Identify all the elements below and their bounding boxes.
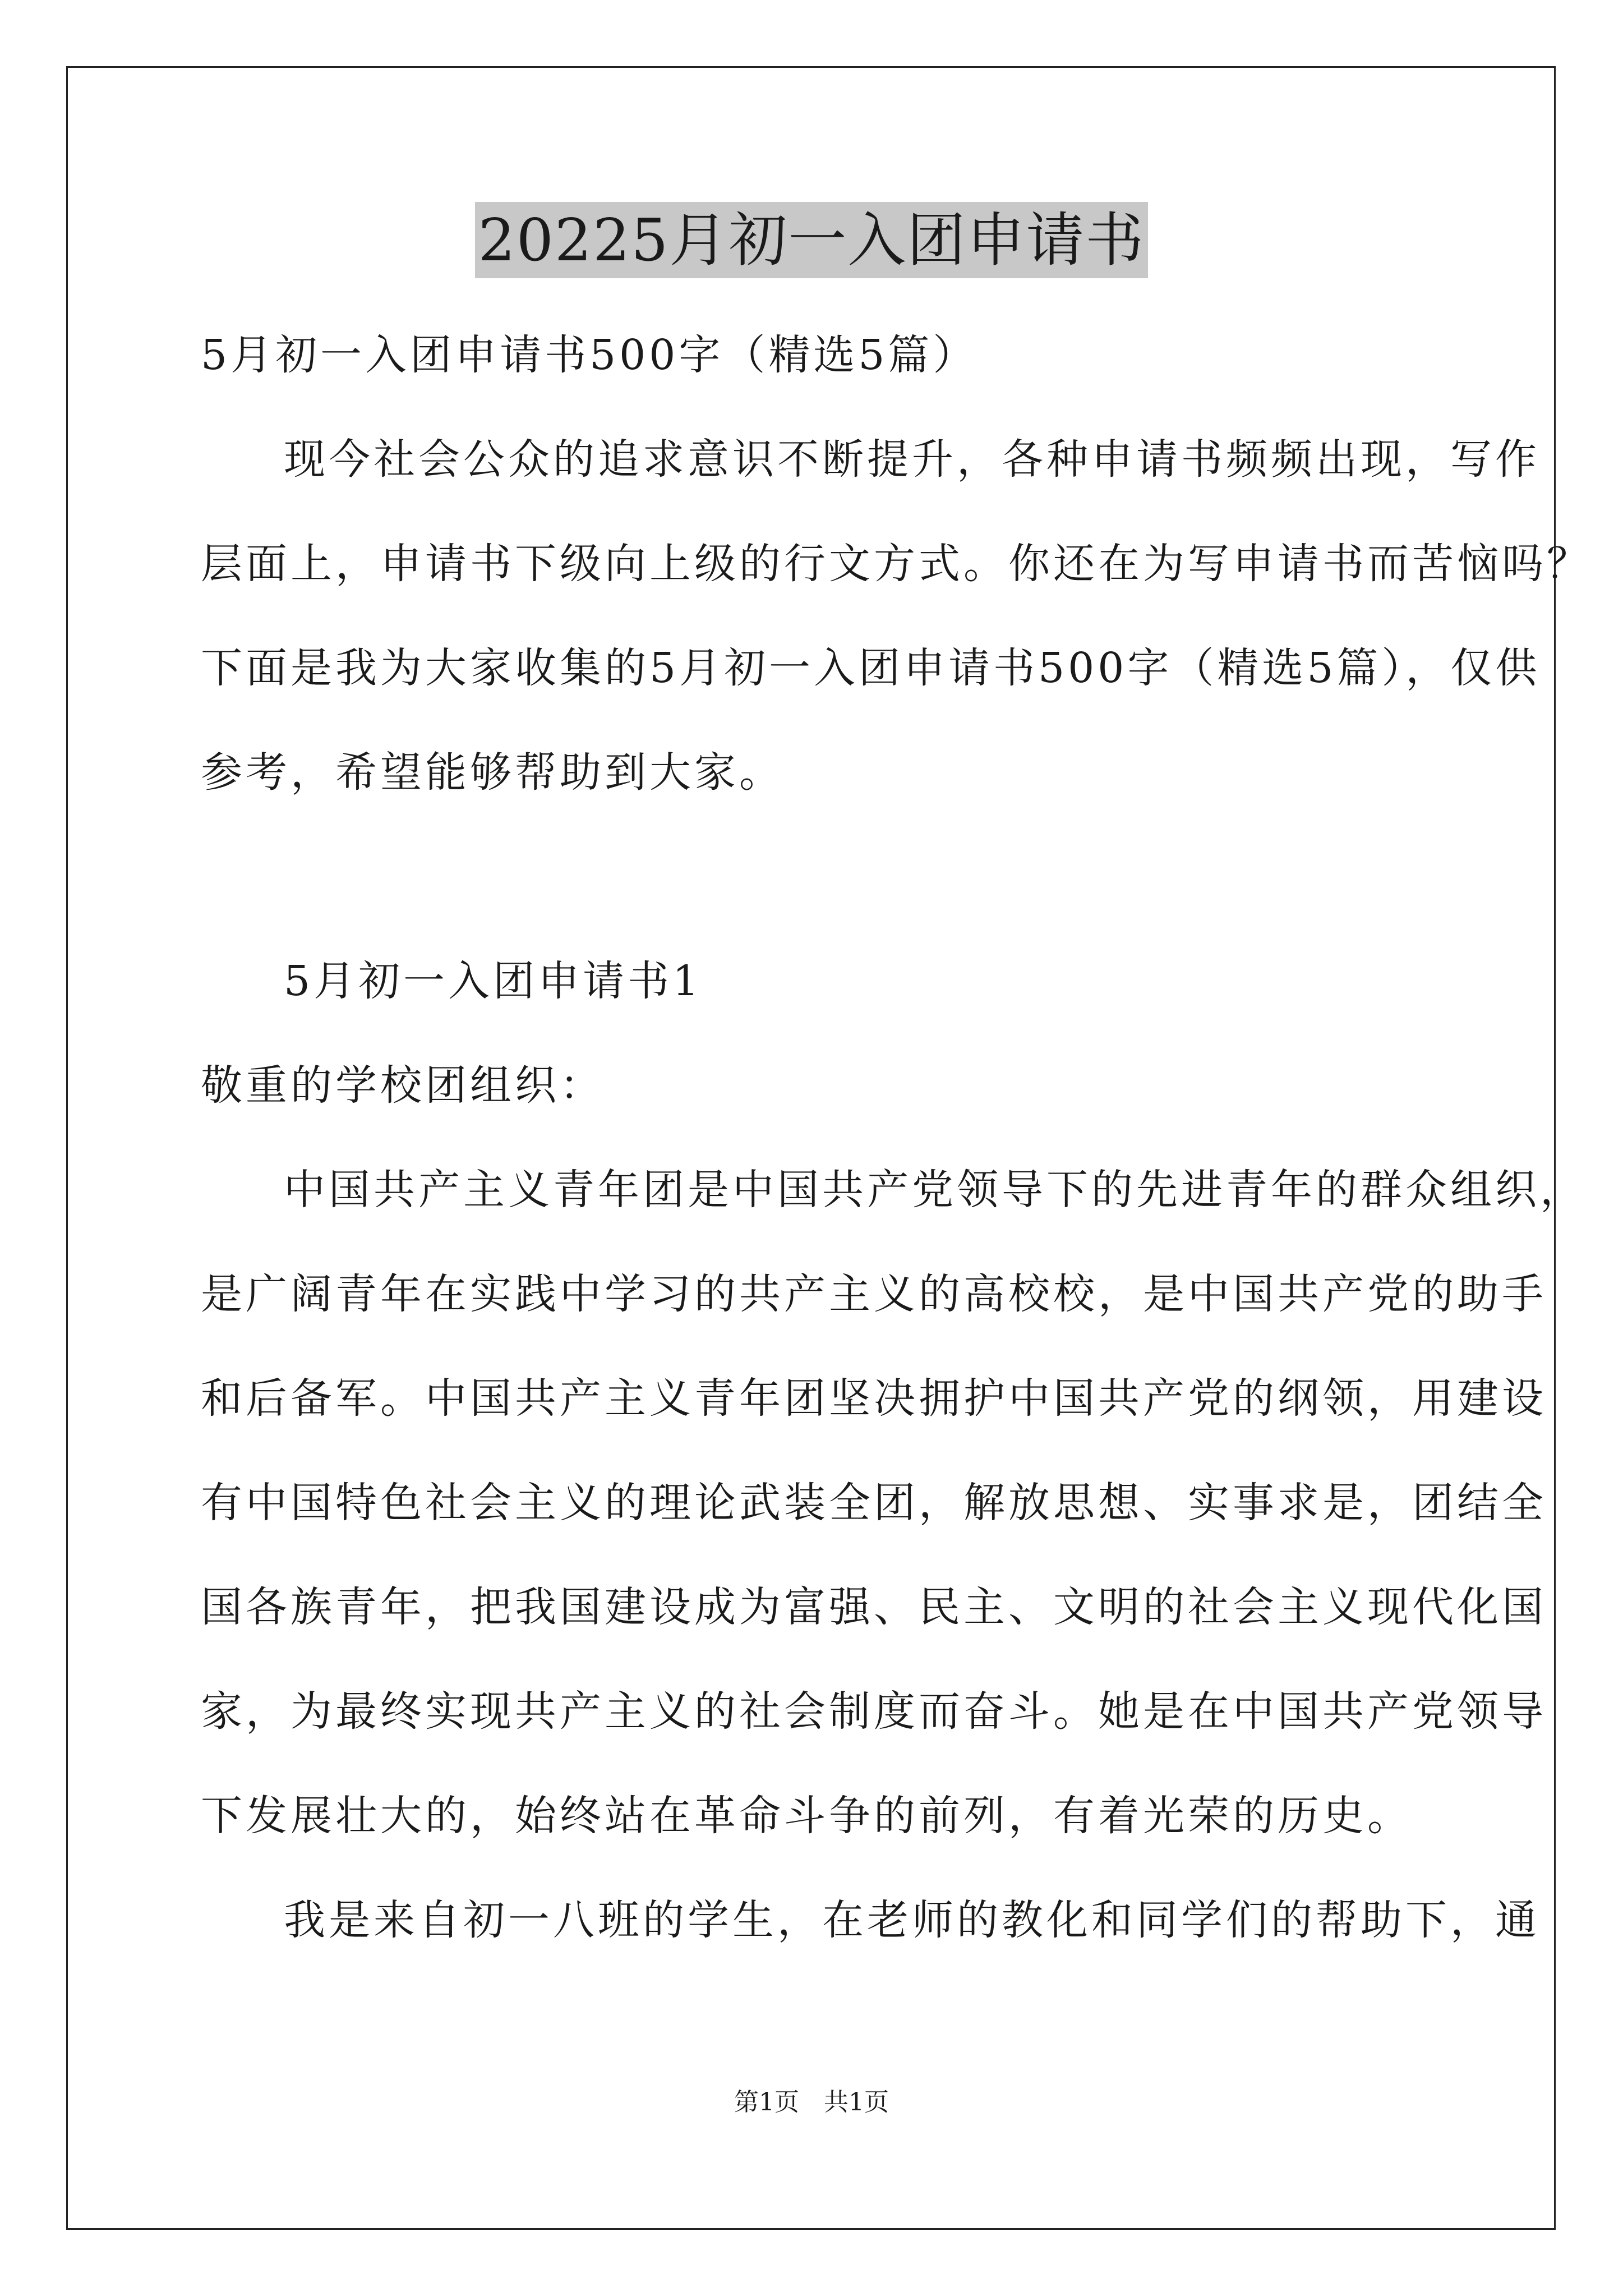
document-body bbox=[201, 303, 1592, 1972]
body-line-2: 是广阔青年在实践中学习的共产主义的高校校，是中国共产党的助手 bbox=[201, 1270, 1547, 1318]
intro-line-4: 参考，希望能够帮助到大家。 bbox=[201, 748, 784, 797]
document-subtitle: 5月初一入团申请书500字（精选5篇） bbox=[201, 331, 978, 379]
page-footer: 第1页 共1页 bbox=[734, 2088, 889, 2116]
body-line-5: 国各族青年，把我国建设成为富强、民主、文明的社会主义现代化国 bbox=[201, 1583, 1547, 1631]
intro-line-3: 下面是我为大家收集的5月初一入团申请书500字（精选5篇），仅供 bbox=[201, 644, 1541, 692]
intro-line-1: 现今社会公众的追求意识不断提升，各种申请书频频出现，写作 bbox=[284, 435, 1540, 484]
body-line-1: 中国共产主义青年团是中国共产党领导下的先进青年的群众组织， bbox=[284, 1166, 1585, 1214]
intro-line-2: 层面上，申请书下级向上级的行文方式。你还在为写申请书而苦恼吗？ bbox=[201, 540, 1592, 588]
body-line-4: 有中国特色社会主义的理论武装全团，解放思想、实事求是，团结全 bbox=[201, 1479, 1547, 1527]
title-wrap bbox=[0, 202, 1623, 278]
body-last-line: 我是来自初一八班的学生，在老师的教化和同学们的帮助下，通 bbox=[284, 1896, 1540, 1944]
salutation: 敬重的学校团组织： bbox=[201, 1061, 605, 1110]
section-heading: 5月初一入团申请书1 bbox=[284, 957, 703, 1005]
body-line-7: 下发展壮大的，始终站在革命斗争的前列，有着光荣的历史。 bbox=[201, 1792, 1412, 1840]
document-title: 20225月初一入团申请书 bbox=[475, 202, 1149, 278]
body-line-3: 和后备军。中国共产主义青年团坚决拥护中国共产党的纲领，用建设 bbox=[201, 1374, 1547, 1423]
paragraph-gap bbox=[201, 825, 1457, 929]
body-line-6: 家，为最终实现共产主义的社会制度而奋斗。她是在中国共产党领导 bbox=[201, 1687, 1547, 1736]
